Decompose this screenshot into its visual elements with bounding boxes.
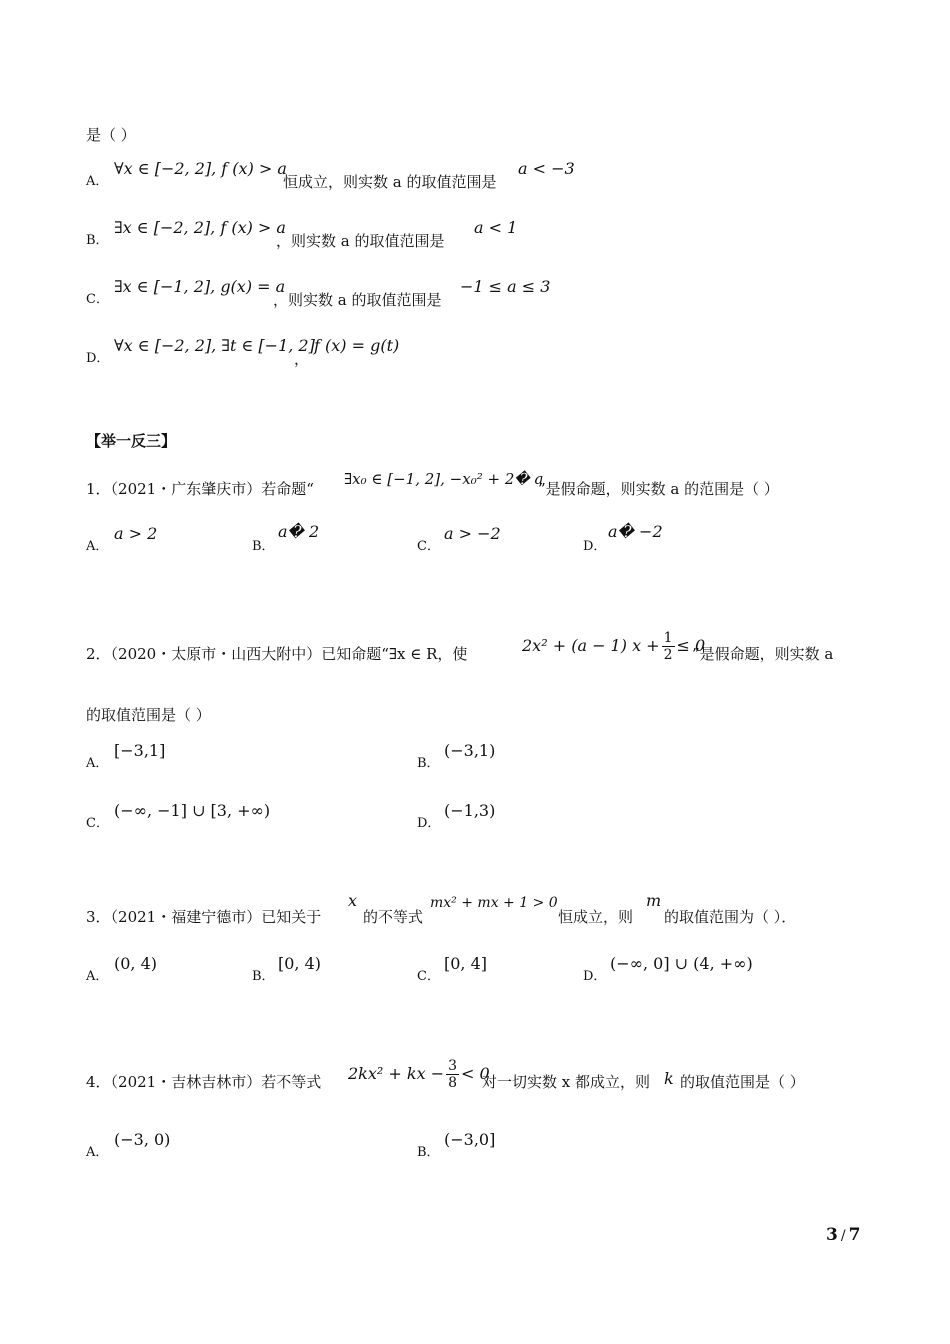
- option-label: C．: [86, 816, 109, 831]
- page-number: [826, 1225, 860, 1245]
- page-total: 7: [848, 1225, 861, 1245]
- option-label: B．: [417, 1145, 440, 1160]
- option-label: A．: [86, 756, 109, 771]
- question-3-options: [86, 955, 786, 987]
- question-2-options-row-1: [86, 742, 786, 774]
- option-math: [0, 4): [278, 954, 322, 973]
- option-label: D．: [583, 539, 607, 554]
- option-math: (−∞, −1] ∪ [3, +∞): [114, 801, 271, 820]
- option-label: C．: [417, 539, 440, 554]
- option-math: ∃x ∈ [−1, 2], g(x) = a: [114, 277, 286, 296]
- option-label: C．: [417, 969, 440, 984]
- page-separator: /: [840, 1228, 846, 1244]
- option-label: A．: [86, 174, 109, 189]
- option-math-result: −1 ≤ a ≤ 3: [460, 277, 551, 296]
- question-text: 的不等式: [363, 908, 424, 926]
- question-text: 3．（2021・福建宁德市）已知关于: [86, 908, 322, 926]
- option-math: a� −2: [608, 522, 663, 541]
- inequality-right: < 0: [461, 1064, 490, 1083]
- question-text: 的取值范围为（ ）．: [664, 908, 797, 926]
- option-math: a > 2: [114, 524, 158, 543]
- question-stem-tail: 是（ ）: [86, 126, 136, 144]
- option-math: (−3,0]: [444, 1130, 496, 1149]
- option-math: (0, 4): [114, 954, 158, 973]
- option-text: ，则实数 a 的取值范围是: [276, 232, 445, 250]
- option-label: B．: [417, 756, 440, 771]
- question-math: [522, 628, 705, 664]
- option-math: (−1,3): [444, 801, 496, 820]
- option-label: D．: [583, 969, 607, 984]
- question-math: [348, 1056, 490, 1092]
- option-label: B．: [86, 233, 109, 248]
- page-current: 3: [826, 1225, 838, 1245]
- fraction: [662, 630, 675, 663]
- question-text: 4．（2021・吉林吉林市）若不等式: [86, 1073, 322, 1091]
- option-math: (−3, 0): [114, 1130, 171, 1149]
- question-text: 1．（2021・广东肇庆市）若命题“: [86, 480, 314, 498]
- option-math: [−3,1]: [114, 741, 166, 760]
- inequality-right: ≤ 0: [676, 636, 706, 655]
- fraction-numerator: 3: [448, 1057, 458, 1074]
- question-4-options: [86, 1131, 786, 1163]
- inequality-left: 2x² + (a − 1) x +: [522, 636, 660, 655]
- option-label: B．: [252, 539, 275, 554]
- question-text: 对一切实数 x 都成立，则: [482, 1073, 650, 1091]
- fraction-denominator: 2: [663, 646, 673, 663]
- option-math-result: a < 1: [474, 218, 518, 237]
- option-label: A．: [86, 539, 109, 554]
- section-heading: 【举一反三】: [86, 432, 177, 450]
- fraction: [446, 1058, 459, 1091]
- question-text: 2．（2020・太原市・山西大附中）已知命题“∃x ∈ R，使: [86, 645, 468, 663]
- question-text: 的取值范围是（ ）: [680, 1073, 805, 1091]
- option-math: [0, 4]: [444, 954, 488, 973]
- option-text: ，: [294, 350, 310, 368]
- question-math: mx² + mx + 1 > 0: [430, 895, 558, 911]
- option-math: ∃x ∈ [−2, 2], f (x) > a: [114, 218, 286, 237]
- option-label: D．: [86, 351, 110, 366]
- option-label: A．: [86, 969, 109, 984]
- option-math: a� 2: [278, 522, 320, 541]
- question-math: ∃x₀ ∈ [−1, 2], −x₀² + 2� a: [344, 470, 544, 488]
- question-1-options: [86, 522, 786, 557]
- fraction-numerator: 1: [663, 629, 673, 646]
- question-text: 恒成立，则: [558, 908, 634, 926]
- question-text: 的取值范围是（ ）: [86, 706, 211, 724]
- option-label: A．: [86, 1145, 109, 1160]
- variable-k: k: [664, 1069, 674, 1088]
- option-label: B．: [252, 969, 275, 984]
- option-math: (−3,1): [444, 741, 496, 760]
- question-text: ”是假命题，则实数 a: [692, 645, 834, 663]
- option-label: C．: [86, 292, 109, 307]
- question-text: ”是假命题，则实数 a 的范围是（ ）: [538, 480, 779, 498]
- inequality-left: 2kx² + kx −: [348, 1064, 445, 1083]
- option-text: ，则实数 a 的取值范围是: [273, 291, 442, 309]
- question-3: [86, 892, 886, 924]
- option-math-result: a < −3: [518, 159, 575, 178]
- variable-x: x: [348, 891, 358, 910]
- option-math: ∀x ∈ [−2, 2], f (x) > a: [114, 159, 287, 178]
- question-4: [86, 1056, 886, 1096]
- option-math: (−∞, 0] ∪ (4, +∞): [610, 954, 753, 973]
- option-math-result: f (x) = g(t): [314, 336, 400, 355]
- variable-m: m: [646, 891, 662, 910]
- option-label: D．: [417, 816, 441, 831]
- option-math: ∀x ∈ [−2, 2], ∃t ∈ [−1, 2]: [114, 336, 315, 355]
- option-text: 恒成立，则实数 a 的取值范围是: [283, 173, 497, 191]
- question-2-options-row-2: [86, 802, 786, 834]
- fraction-denominator: 8: [448, 1074, 458, 1091]
- option-math: a > −2: [444, 524, 501, 543]
